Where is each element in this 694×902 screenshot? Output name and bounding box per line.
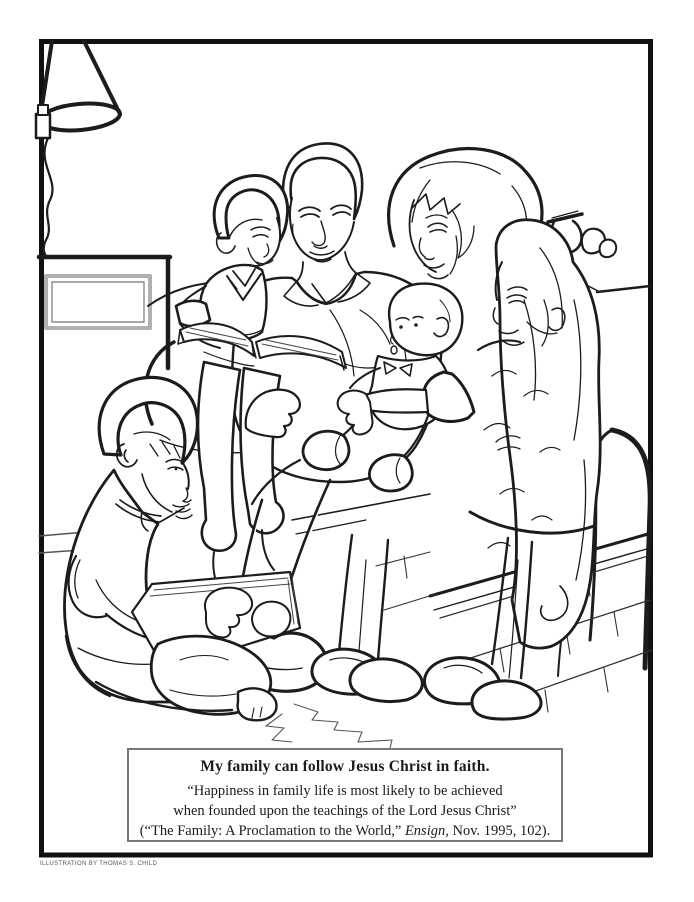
citation-source: Ensign, (404, 823, 449, 839)
nightstand (39, 257, 170, 368)
caption-title: My family can follow Jesus Christ in faith. (200, 758, 490, 775)
citation-pre: (“The Family: A Proclamation to the World,” (139, 823, 405, 839)
floor-cracks (266, 704, 392, 748)
illustration-credit: ILLUSTRATION BY THOMAS S. CHILD (40, 861, 158, 867)
caption-quote-line2: when founded upon the teachings of the Lord Jesus Christ” (173, 803, 517, 819)
caption-citation (129, 821, 561, 841)
table-lamp (36, 41, 121, 257)
citation-post: Nov. 1995, 102). (448, 823, 551, 839)
caption-quote-line1: “Happiness in family life is most likely to be achieved (187, 783, 503, 799)
caption-box (127, 748, 563, 842)
mother-legs (312, 535, 422, 702)
